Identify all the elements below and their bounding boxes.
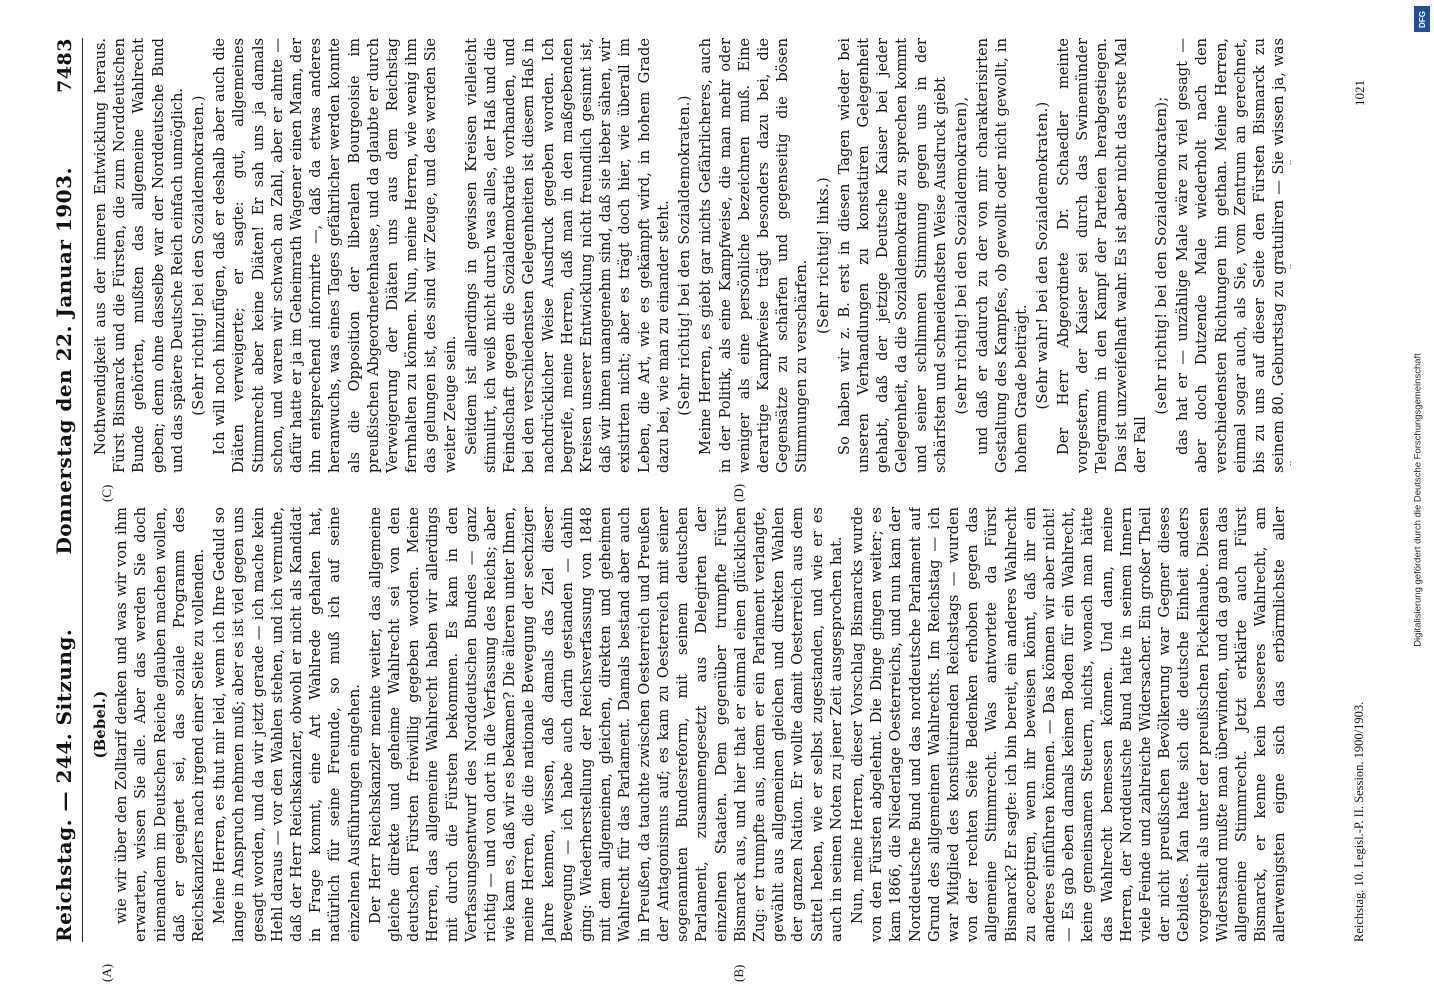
- running-head-date: Donnerstag den 22. Januar 1903.: [52, 167, 76, 555]
- footer-number: 1021: [1352, 80, 1367, 106]
- margin-marker-a: (A): [99, 963, 114, 982]
- paragraph: Meine Herren, es thut mir leid, wenn ich Ihre Geduld so lange in Anspruch nehmen muß; aber es ist viel gegen uns gesagt worden, und da wir jetzt gerade — ich mache kein Hehl daraus — vor den Wahlen stehen, und ich vermuthe, daß der Herr Reichskanzler, obwohl er nicht als Kandidat in Frage kommt, eine Art Wahlrede gehalten hat, natürlich für seine Freunde, so muß ich auf seine einzelnen Ausführungen eingehen.: [211, 507, 363, 942]
- speaker-name: (Bebel.): [92, 690, 109, 759]
- right-column: [91, 38, 1291, 473]
- paragraph: das hat er — unzählige Male wäre zu viel gesagt — aber doch Dutzende Male wiederholt nach den verschiedensten Richtungen hin gethan. Meine Herren, einmal sogar auch, als Sie, vom Zentrum an gerechnet, bis zu uns auf dieser Seite den Fürsten Bismarck zu seinem 80. Geburtstag zu gratuliren — Sie wissen ja, was: [1174, 38, 1288, 473]
- margin-marker-c: (C): [99, 484, 114, 502]
- margin-marker-b: (B): [731, 964, 746, 982]
- text-columns: [91, 38, 1291, 982]
- running-head: [52, 38, 83, 942]
- paragraph: Der Herr Abgeordnete Dr. Schaedler meinte vorgestern, der Kaiser sei durch das Swinemünder Telegramm in den Kampf der Parteien herabgestiegen. Das ist unzweifelhaft wahr. Es ist aber nicht das erste Mal der Fall: [1054, 38, 1149, 473]
- dfg-logo: [1414, 6, 1430, 32]
- paragraph: Seitdem ist allerdings in gewissen Kreisen vielleicht stimulirt, ich weiß nicht durch was alles, der Haß und die Feindschaft gegen die Sozialdemokratie vorhanden, und bei den verschiedensten Gelegenheiten ist diesem Haß in nachdrücklicher Weise Ausdruck gegeben worden. Ich begreife, meine Herren, daß man in den maßgebenden Kreisen unserer Entwicklung nicht freundlich gesinnt ist, daß wir ihnen unangenehm sind, daß sie lieber sähen, wir existirten nicht; aber es trägt doch hier, wie überall im Leben, die Art, wie es gekämpft wird, in hohem Grade dazu bei, wie man zu einander steht.: [462, 38, 672, 473]
- interjection: (sehr richtig! bei den Sozialdemokraten),: [952, 96, 970, 415]
- paragraph: Meine Herren, es giebt gar nichts Gefährlicheres, auch in der Politik, als eine Kampfweise, die man mehr oder weniger als eine persönliche bezeichnen muß. Eine derartige Kampfweise trägt besonders dazu bei, die Gegensätze zu schärfen und gegenseitig die bösen Stimmungen zu verschärfen.: [697, 38, 811, 473]
- digitization-credit-text: Digitalisierung gefördert durch die Deutsche Forschungsgemeinschaft: [1412, 353, 1424, 647]
- paragraph: So haben wir z. B. erst in diesen Tagen wieder bei unseren Verhandlungen zu konstatiren Gelegenheit gehabt, daß der jetzige Deutsche Kaiser bei jeder Gelegenheit, da die Sozialdemokratie zu sprechen kommt und seiner schlimmen Stimmung gegen uns in der schärfsten und schneidendsten Weise Ausdruck giebt: [835, 38, 949, 473]
- paragraph: Nun, meine Herren, dieser Vorschlag Bismarcks wurde von den Fürsten abgelehnt. Die Dinge gingen weiter; es kam 1866, die Niederlage Oesterreichs, und nun kam der Norddeutsche Bund und das norddeutsche Parlament auf Grund des allgemeinen Wahlrechts. Im Reichstag — ich war Mitglied des konstituirenden Reichstags — wurden von der rechten Seite Bedenken erhoben gegen das allgemeine Stimmrecht. Was antwortete da Fürst Bismarck? Er sagte: ich bin bereit, ein anderes Wahlrecht zu acceptiren, wenn ihr beweisen könnt, daß ihr ein anderes einführen können. — Das können wir aber nicht! — Es gab eben damals keinen Boden für ein Wahlrecht, keine gemeinsamen Steuern, nichts, wonach man hätte das Wahlrecht bemessen können. Und dann, meine Herren, der Norddeutsche Bund hatte in seinem Innern viele Feinde und zahlreiche Widersacher. Ein großer Theil der nicht preußischen Bevölkerung war Gegner dieses Gebildes. Man hatte sich die deutsche Einheit anders vorgestellt als unter der preußischen Pickelhaube. Diesen Widerstand mußte man überwinden, und da gab man das allgemeine Stimmrecht. Jetzt erklärte auch Fürst Bismarck, er kenne kein besseres Wahlrecht, am allerwenigsten eigne sich das erbärmlichste aller: [848, 507, 1289, 942]
- interjection: (sehr richtig! bei den Sozialdemokraten);: [1152, 96, 1170, 415]
- paragraph: und daß er dadurch zu der von mir charakterisirten Gestaltung des Kampfes, ob gewollt oder nicht gewollt, in hohem Grade beiträgt.: [974, 38, 1030, 473]
- footer-citation: Reichstag. 10. Legisl.-P. II. Session. 1900/1903.: [1352, 701, 1366, 942]
- paragraph: Ich will noch hinzufügen, daß er deshalb aber auch die Diäten verweigerte; er sagte: gut, allgemeines Stimmrecht aber keine Diäten! Er sah uns ja damals schon, und waren wir schwach an Zahl, aber er ahnte — dafür hatte er ja im Geheimrath Wagener einen Mann, der ihn entsprechend informirte —, daß da etwas anderes heranwuchs, was eines Tages gefährlicher werden konnte als die Opposition der liberalen Bourgeoisie im preußischen Abgeordnetenhause, und da glaubte er durch Verweigerung der Diäten uns aus dem Reichstag fernhalten zu können. Nun, meine Herren, wie wenig ihm das gelungen ist, des sind wir Zeuge, und des werden Sie weiter Zeuge sein.: [211, 38, 459, 473]
- running-head-left: Reichstag. — 244. Sitzung.: [52, 628, 76, 942]
- paragraph: Der Herr Reichskanzler meinte weiter, das allgemeine gleiche direkte und geheime Wahlrecht sei von den deutschen Fürsten freiwillig gegeben worden. Meine Herren, das allgemeine Wahlrecht haben wir allerdings mit durch die Fürsten bekommen. Es kam in den Verfassungsentwurf des Norddeutschen Bundes — ganz richtig — und von dort in die Verfassung des Reichs; aber wie kam es, daß wir es bekamen? Die älteren unter Ihnen, meine Herren, die die nationale Bewegung der sechziger Jahre kennen, wissen, daß damals das Ziel dieser Bewegung — ich habe auch darin gestanden — dahin ging: Wiederherstellung der Reichsverfassung von 1848 mit dem allgemeinen, gleichen, direkten und geheimen Wahlrecht für das Parlament. Damals bestand aber auch in Preußen, da tauchte zwischen Oesterreich und Preußen der Antagonismus auf; es kam zu Oesterreich mit seiner sogenannten Bundesreform, mit seinem deutschen Parlament, zusammengesetzt aus Delegirten der einzelnen Staaten. Dem gegenüber trumpfte Fürst Bismarck aus, und hier that er einmal einen glücklichen Zug: er trumpfte aus, indem er ein Parlament verlangte, gewählt aus allgemeinen gleichen und direkten Wahlen der ganzen Nation. Er wollte damit Oesterreich aus dem Sattel heben, wie er selbst zugestanden, und wie er es auch in seinen Noten zu jener Zeit ausgesprochen hat.: [366, 507, 845, 942]
- left-column: [91, 507, 1291, 942]
- page-number: 7483: [54, 38, 76, 93]
- interjection: (Sehr wahr! bei den Sozialdemokraten.): [1033, 101, 1051, 410]
- dfg-logo-text: DFG: [1417, 10, 1427, 28]
- interjection: (Sehr richtig! bei den Sozialdemokraten.): [190, 95, 208, 416]
- interjection: (Sehr richtig! bei den Sozialdemokraten.): [676, 95, 694, 416]
- margin-marker-d: (D): [731, 483, 746, 502]
- paragraph: wie wir über den Zolltarif denken und was wir von ihm erwarten, wissen Sie alle. Aber das werden Sie doch niemandem im Deutschen Reiche glauben machen wollen, daß er geeignet sei, das soziale Programm des Reichskanzlers nach irgend einer Seite zu vollenden.: [113, 507, 208, 942]
- digitization-credit: [1406, 8, 1430, 992]
- interjection: (Sehr richtig! links.): [814, 177, 832, 334]
- paragraph: Nothwendigkeit aus der inneren Entwicklung heraus. Fürst Bismarck und die Fürsten, die zum Norddeutschen Bunde gehörten, mußten das allgemeine Wahlrecht geben; denn ohne dasselbe war der Norddeutsche Bund und das spätere Deutsche Reich einfach unmöglich.: [92, 38, 186, 473]
